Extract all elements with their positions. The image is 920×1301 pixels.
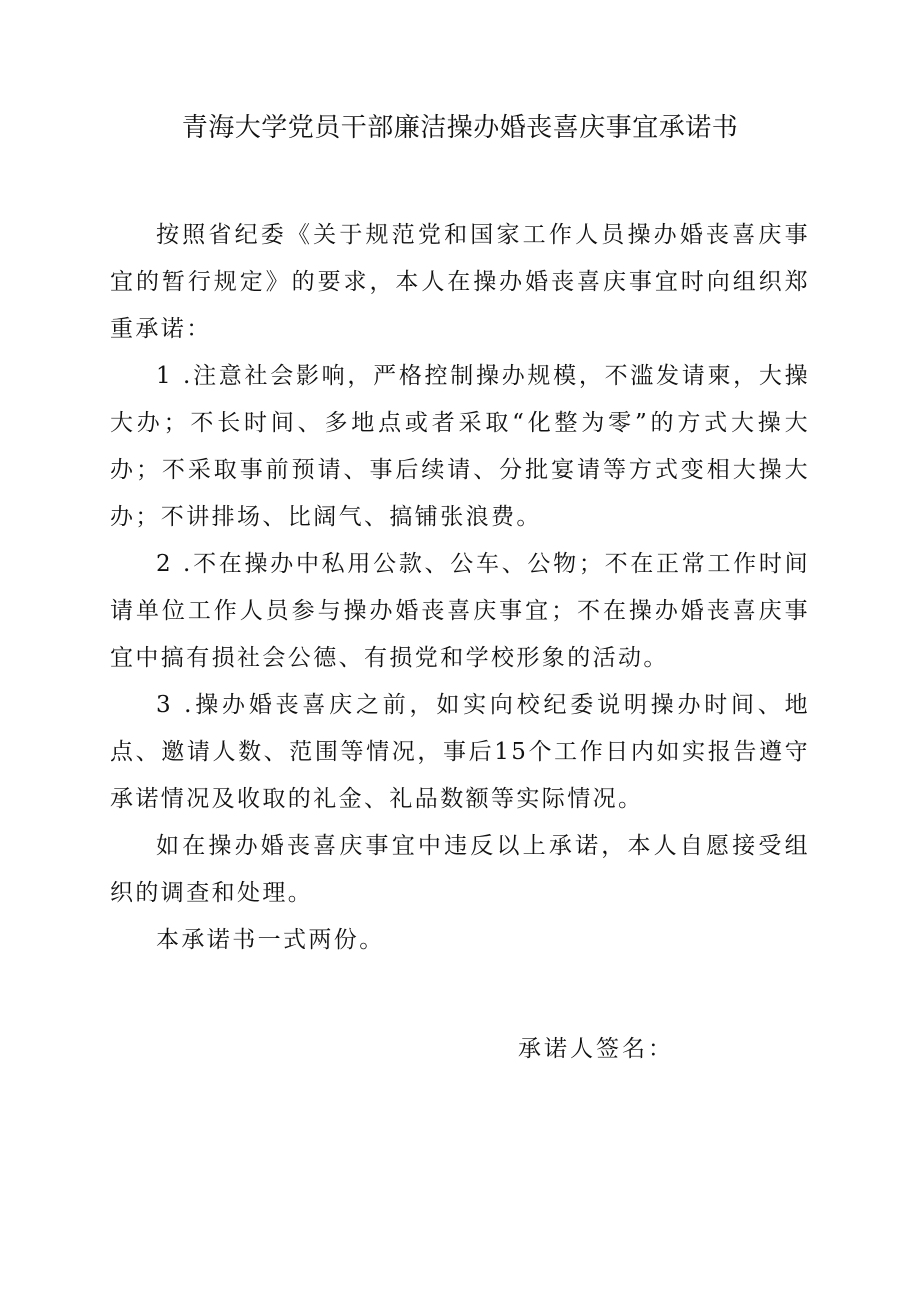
paragraph-item-3: 3 .操办婚丧喜庆之前，如实向校纪委说明操办时间、地点、邀请人数、范围等情况，事后15个工作日内如实报告遵守承诺情况及收取的礼金、礼品数额等实际情况。	[110, 692, 810, 812]
document-title: 青海大学党员干部廉洁操办婚丧喜庆事宜承诺书	[181, 113, 739, 143]
document-body	[110, 212, 810, 964]
paragraph-copies: 本承诺书一式两份。	[156, 927, 385, 953]
paragraph-item-2: 2 .不在操办中私用公款、公车、公物；不在正常工作时间请单位工作人员参与操办婚丧喜庆事宜；不在操办婚丧喜庆事宜中搞有损社会公德、有损党和学校形象的活动。	[110, 551, 810, 671]
signature-label: 承诺人签名：	[518, 1036, 674, 1062]
paragraph-violation: 如在操办婚丧喜庆事宜中违反以上承诺，本人自愿接受组织的调查和处理。	[110, 833, 810, 906]
paragraph-intro: 按照省纪委《关于规范党和国家工作人员操办婚丧喜庆事宜的暂行规定》的要求，本人在操办婚丧喜庆事宜时向组织郑重承诺：	[110, 222, 810, 342]
paragraph-item-1: 1 .注意社会影响，严格控制操办规模，不滥发请柬，大操大办；不长时间、多地点或者采取“化整为零”的方式大操大办；不采取事前预请、事后续请、分批宴请等方式变相大操大办；不讲排场、比阔气、搞铺张浪费。	[110, 363, 810, 530]
